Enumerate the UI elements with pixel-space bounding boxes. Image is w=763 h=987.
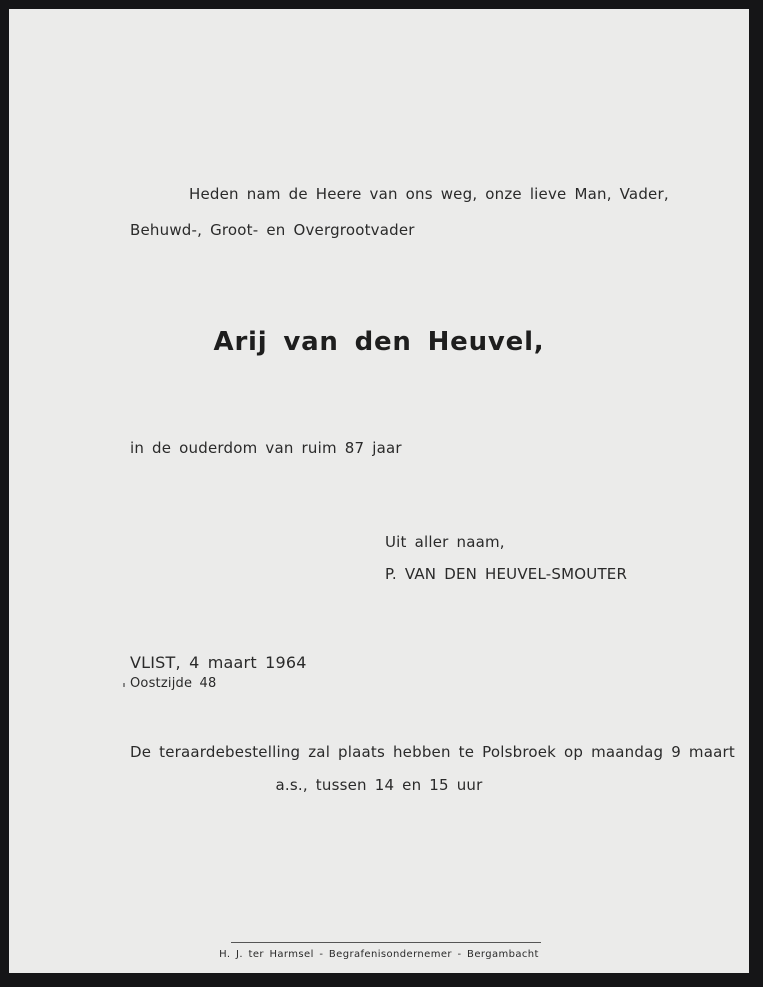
intro-line-1: Heden nam de Heere van ons weg, onze lieve Man, Vader, (189, 185, 669, 203)
age-line: in de ouderdom van ruim 87 jaar (130, 439, 402, 457)
place-and-date: VLIST, 4 maart 1964 (130, 653, 307, 672)
address: Oostzijde 48 (130, 676, 217, 691)
intro-line-2: Behuwd-, Groot- en Overgrootvader (130, 221, 415, 239)
deceased-name: Arij van den Heuvel, (213, 327, 545, 357)
funeral-line-2: a.s., tussen 14 en 15 uur (275, 776, 483, 794)
signatory-name: P. VAN DEN HEUVEL-SMOUTER (385, 565, 628, 583)
funeral-line-1: De teraardebestelling zal plaats hebben te Polsbroek op maandag 9 maart (130, 743, 735, 761)
footer-divider (231, 942, 541, 943)
death-notice-card (9, 9, 749, 973)
paper-speck (123, 683, 125, 687)
on-behalf-line: Uit aller naam, (385, 533, 505, 551)
undertaker-credit: H. J. ter Harmsel - Begrafenisondernemer - Bergambacht (219, 949, 539, 960)
